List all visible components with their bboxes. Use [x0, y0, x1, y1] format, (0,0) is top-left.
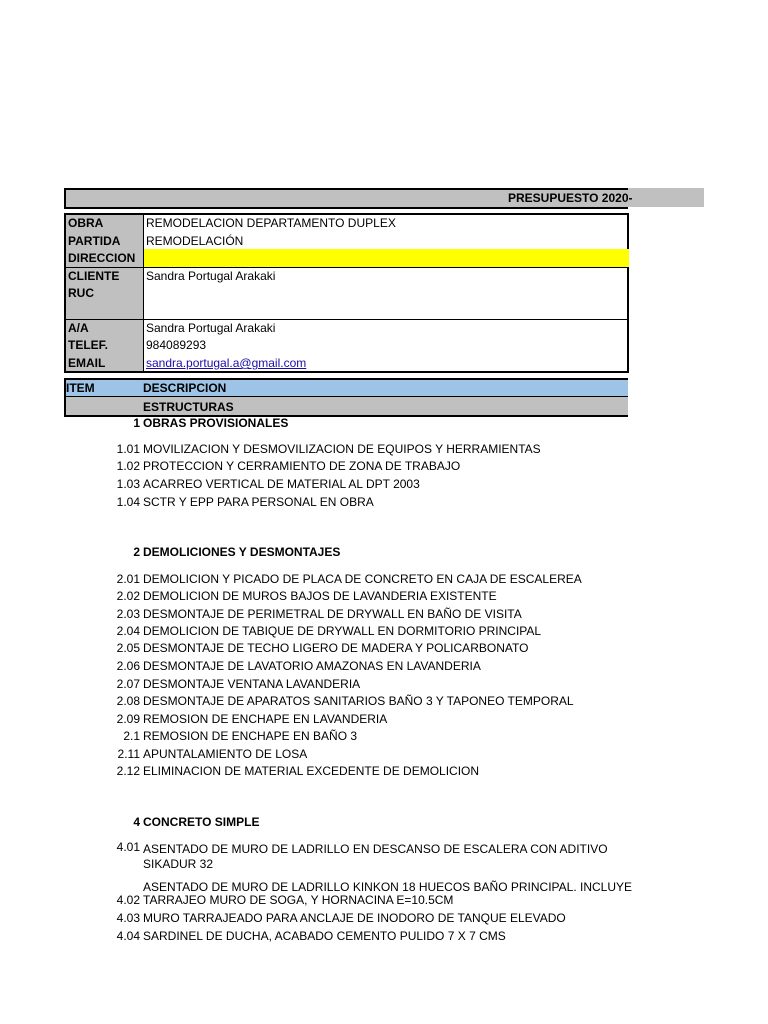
- row-description: APUNTALAMIENTO DE LOSA: [143, 747, 308, 761]
- row-description: CONCRETO SIMPLE: [143, 815, 260, 829]
- cliente-value[interactable]: Sandra Portugal Arakaki: [146, 269, 276, 283]
- row-number: 1.01: [116, 442, 140, 456]
- row-number: 4.01: [116, 840, 140, 854]
- row-number: 4: [133, 815, 140, 829]
- row-description: SCTR Y EPP PARA PERSONAL EN OBRA: [143, 495, 374, 509]
- direccion-label: DIRECCION: [68, 251, 136, 265]
- row-description: REMOSION DE ENCHAPE EN LAVANDERIA: [143, 712, 388, 726]
- row-description: DESMONTAJE DE LAVATORIO AMAZONAS EN LAVANDERIA: [143, 659, 481, 673]
- row-description: DESMONTAJE DE TECHO LIGERO DE MADERA Y POLICARBONATO: [143, 641, 529, 655]
- item-column-header: ITEM: [66, 381, 95, 395]
- obra-label: OBRA: [68, 216, 104, 230]
- cliente-label: CLIENTE: [68, 269, 120, 283]
- telef-value[interactable]: 984089293: [146, 338, 207, 352]
- divider: [66, 319, 629, 320]
- row-description-continued: SIKADUR 32: [143, 857, 214, 871]
- descripcion-column-header: DESCRIPCION: [143, 381, 227, 395]
- row-description: DEMOLICIONES Y DESMONTAJES: [143, 545, 341, 559]
- section-title: ESTRUCTURAS: [143, 400, 234, 414]
- telef-label: TELEF.: [68, 338, 109, 352]
- row-description: SARDINEL DE DUCHA, ACABADO CEMENTO PULIDO 7 X 7 CMS: [143, 929, 506, 943]
- row-number: 2.02: [116, 589, 140, 603]
- row-number: 2.11: [117, 747, 140, 761]
- row-number: 1.04: [116, 495, 140, 509]
- row-description: ELIMINACION DE MATERIAL EXCEDENTE DE DEMOLICION: [143, 764, 480, 778]
- row-number: 2.04: [116, 624, 140, 638]
- row-description: DEMOLICION DE TABIQUE DE DRYWALL EN DORMITORIO PRINCIPAL: [143, 624, 542, 638]
- row-number: 4.02: [116, 893, 140, 907]
- row-description: ACARREO VERTICAL DE MATERIAL AL DPT 2003: [143, 477, 420, 491]
- divider: [66, 267, 629, 268]
- partida-label: PARTIDA: [68, 234, 121, 248]
- aa-value[interactable]: Sandra Portugal Arakaki: [146, 321, 276, 335]
- row-description: DESMONTAJE VENTANA LAVANDERIA: [143, 677, 361, 691]
- ruc-label: RUC: [68, 286, 94, 300]
- row-number: 2.09: [116, 712, 140, 726]
- email-label: EMAIL: [68, 356, 106, 370]
- row-number: 2: [133, 545, 140, 559]
- row-description: TARRAJEO MURO DE SOGA, Y HORNACINA E=10.5CM: [143, 893, 454, 907]
- row-number: 4.03: [116, 911, 140, 925]
- row-description: DEMOLICION Y PICADO DE PLACA DE CONCRETO EN CAJA DE ESCALEREA: [143, 572, 582, 586]
- row-number: 2.07: [116, 677, 140, 691]
- project-info-block: [64, 213, 629, 373]
- row-description: ASENTADO DE MURO DE LADRILLO EN DESCANSO DE ESCALERA CON ADITIVO: [143, 842, 608, 856]
- row-number: 1.03: [116, 477, 140, 491]
- page-title: PRESUPUESTO 2020-: [508, 191, 633, 205]
- row-description: DESMONTAJE DE APARATOS SANITARIOS BAÑO 3 Y TAPONEO TEMPORAL: [143, 694, 574, 708]
- row-description: PROTECCION Y CERRAMIENTO DE ZONA DE TRABAJO: [143, 459, 461, 473]
- row-number: 2.06: [116, 659, 140, 673]
- row-number: 2.1: [123, 729, 140, 743]
- row-description: DESMONTAJE DE PERIMETRAL DE DRYWALL EN BAÑO DE VISITA: [143, 607, 522, 621]
- row-number: 2.05: [116, 641, 140, 655]
- row-number: 2.03: [116, 607, 140, 621]
- direccion-highlight: [144, 249, 629, 267]
- row-number: 1: [133, 416, 140, 430]
- email-link[interactable]: sandra.portugal.a@gmail.com: [146, 356, 307, 370]
- row-description: REMOSION DE ENCHAPE EN BAÑO 3: [143, 729, 358, 743]
- row-number: 1.02: [116, 459, 140, 473]
- row-description: ASENTADO DE MURO DE LADRILLO KINKON 18 HUECOS BAÑO PRINCIPAL. INCLUYE: [143, 880, 632, 894]
- aa-label: A/A: [68, 321, 89, 335]
- row-description: MOVILIZACION Y DESMOVILIZACION DE EQUIPOS Y HERRAMIENTAS: [143, 442, 541, 456]
- row-number: 2.08: [116, 694, 140, 708]
- row-number: 4.04: [116, 929, 140, 943]
- row-number: 2.12: [116, 764, 140, 778]
- row-number: 2.01: [116, 572, 140, 586]
- partida-value[interactable]: REMODELACIÓN: [146, 234, 244, 248]
- obra-value[interactable]: REMODELACION DEPARTAMENTO DUPLEX: [146, 216, 396, 230]
- row-description: OBRAS PROVISIONALES: [143, 416, 289, 430]
- row-description: MURO TARRAJEADO PARA ANCLAJE DE INODORO DE TANQUE ELEVADO: [143, 911, 566, 925]
- row-description: DEMOLICION DE MUROS BAJOS DE LAVANDERIA EXISTENTE: [143, 589, 497, 603]
